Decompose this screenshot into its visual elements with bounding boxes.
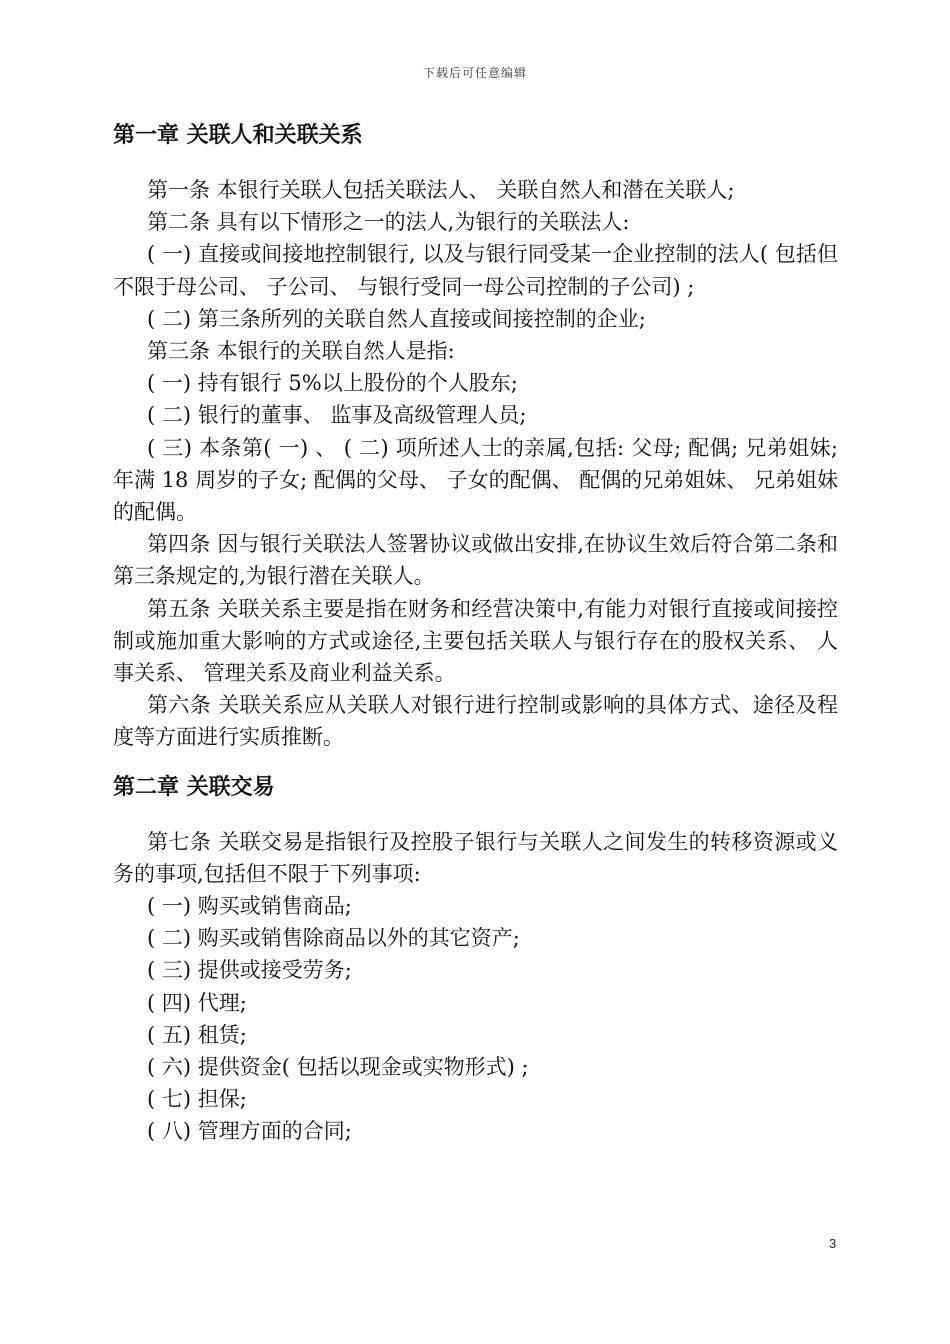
article-3-item-2: ( 二) 银行的董事、 监事及高级管理人员; <box>147 403 527 428</box>
article-2-item-2: ( 二) 第三条所列的关联自然人直接或间接控制的企业; <box>147 306 646 331</box>
chapter-1-title: 第一章 关联人和关联关系 <box>113 123 363 148</box>
article-3: 第三条 本银行的关联自然人是指: <box>147 339 455 364</box>
article-1: 第一条 本银行关联人包括关联法人、 关联自然人和潜在关联人; <box>147 178 735 202</box>
article-7: 第七条 关联交易是指银行及控股子银行与关联人之间发生的转移资源或义务的事项,包括但不限于下列事项: <box>113 829 838 886</box>
chapter-2-title: 第二章 关联交易 <box>113 774 275 800</box>
article-7-item-7: ( 七) 担保; <box>147 1087 247 1112</box>
article-7-item-1: ( 一) 购买或销售商品; <box>147 894 352 919</box>
article-7-item-6: ( 六) 提供资金( 包括以现金或实物形式) ; <box>147 1055 529 1080</box>
article-2: 第二条 具有以下情形之一的法人,为银行的关联法人: <box>147 210 630 235</box>
article-7-item-8: ( 八) 管理方面的合同; <box>147 1119 352 1144</box>
page-number: 3 <box>829 1236 837 1251</box>
article-3-item-3: ( 三) 本条第( 一) 、 ( 二) 项所述人士的亲属,包括: 父母; 配偶; 兄弟姐妹; 年满 18 周岁的子女; 配偶的父母、 子女的配偶、 配偶的兄弟姐妹、 兄弟姐妹的配偶。 <box>113 435 838 525</box>
article-7-item-5: ( 五) 租赁; <box>147 1022 247 1047</box>
article-7-item-4: ( 四) 代理; <box>147 990 247 1015</box>
article-5: 第五条 关联关系主要是指在财务和经营决策中,有能力对银行直接或间接控制或施加重大影响的方式或途径,主要包括关联人与银行存在的股权关系、 人事关系、 管理关系及商业利益关系。 <box>113 596 838 686</box>
article-7-item-2: ( 二) 购买或销售除商品以外的其它资产; <box>147 926 520 951</box>
article-6: 第六条 关联关系应从关联人对银行进行控制或影响的具体方式、途径及程度等方面进行实质推断。 <box>113 693 838 750</box>
article-3-item-1: ( 一) 持有银行 5%以上股份的个人股东; <box>147 371 518 396</box>
header-note: 下载后可任意编辑 <box>422 66 527 80</box>
article-4: 第四条 因与银行关联法人签署协议或做出安排,在协议生效后符合第二条和第三条规定的,为银行潜在关联人。 <box>113 532 838 589</box>
article-7-item-3: ( 三) 提供或接受劳务; <box>147 958 352 983</box>
article-2-item-1: ( 一) 直接或间接地控制银行, 以及与银行同受某一企业控制的法人( 包括但不限于母公司、 子公司、 与银行受同一母公司控制的子公司) ; <box>113 242 838 299</box>
document-body <box>113 120 838 1148</box>
